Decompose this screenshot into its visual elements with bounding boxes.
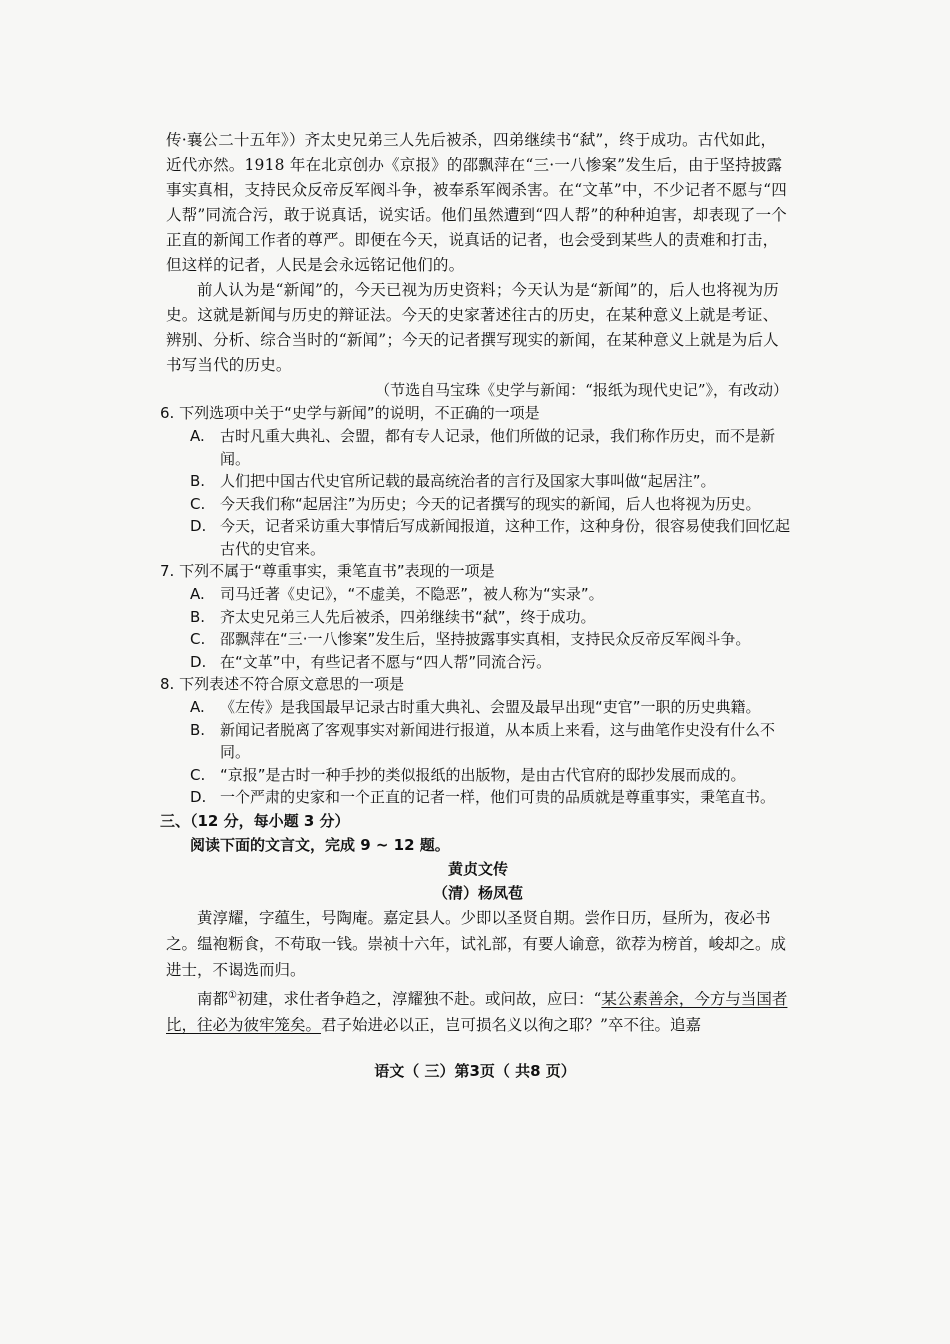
passage-source: （节选自马宝珠《史学与新闻：“报纸为现代史记”》，有改动） [375, 381, 788, 399]
option-letter: C. [190, 765, 206, 784]
page-footer: 语文（ 三）第3页（ 共8 页） [374, 1062, 576, 1080]
option-a [166, 696, 790, 719]
option-d [166, 515, 790, 560]
classical-paragraph-1: 黄淳耀，字蕴生，号陶庵。嘉定县人。少即以圣贤自期。尝作日历，昼所为，夜必书之。缊袍粝食，不苟取一钱。崇祯十六年，试礼部，有要人谕意，欲荐为榜首，峻却之。成进士，不谒选而归。 [166, 908, 787, 979]
option-b [166, 719, 790, 764]
option-c [166, 764, 790, 787]
option-b [166, 606, 790, 629]
option-letter: A. [190, 585, 205, 603]
option-letter: D. [190, 517, 207, 535]
option-text: 今天我们称“起居注”为历史；今天的记者撰写的现实的新闻，后人也将视为历史。 [220, 494, 761, 513]
question-stem: 7. 下列不属于“尊重事实，秉笔直书”表现的一项是 [160, 562, 495, 580]
text-run: 南都 [197, 989, 229, 1008]
option-letter: C. [190, 494, 206, 513]
question-7 [160, 560, 790, 673]
option-d [166, 786, 790, 809]
option-letter: B. [190, 720, 206, 739]
classical-text-title: 黄贞文传 [447, 859, 508, 878]
option-a [166, 583, 790, 606]
classical-paragraph-2 [166, 983, 790, 1038]
page-content [160, 128, 791, 1038]
option-letter: D. [190, 788, 207, 806]
option-text: 古时凡重大典礼、会盟，都有专人记录，他们所做的记录，我们称作历史，而不是新闻。 [220, 427, 776, 468]
classical-text-author: （清）杨凤苞 [432, 883, 523, 902]
option-letter: A. [190, 698, 205, 716]
option-c [166, 628, 790, 651]
option-a [166, 425, 790, 470]
option-text: 一个严肃的史家和一个正直的记者一样，他们可贵的品质就是尊重事实，秉笔直书。 [220, 788, 776, 806]
option-d [166, 651, 790, 674]
underlined-sentence: 某公素善余，今方与当国者比，往必为彼牢笼矣。 [166, 989, 788, 1034]
option-c [166, 493, 790, 516]
option-letter: C. [190, 630, 206, 648]
option-text: 今天，记者采访重大事情后写成新闻报道，这种工作，这种身份，很容易使我们回忆起古代的史官来。 [220, 517, 791, 558]
question-8 [160, 673, 790, 809]
option-letter: A. [190, 427, 205, 445]
option-b [166, 470, 790, 493]
option-text: 人们把中国古代史官所记载的最高统治者的言行及国家大事叫做“起居注”。 [220, 472, 716, 490]
option-text: 邵飘萍在“三·一八惨案”发生后，坚持披露事实真相，支持民众反帝反军阀斗争。 [220, 630, 751, 648]
option-text: 新闻记者脱离了客观事实对新闻进行报道，从本质上来看，这与曲笔作史没有什么不同。 [220, 720, 776, 761]
passage-paragraph-2: 前人认为是“新闻”的，今天已视为历史资料；今天认为是“新闻”的，后人也将视为历史。这就是新闻与历史的辩证法。今天的史家著述往古的历史，在某种意义上就是考证、辨别、分析、综合当时的“新闻”；今天的记者撰写现实的新闻，在某种意义上就是为后人书写当代的历史。 [166, 281, 779, 374]
option-text: “京报”是古时一种手抄的类似报纸的出版物，是由古代官府的邸抄发展而成的。 [220, 765, 746, 784]
section-instruction: 阅读下面的文言文，完成 9 ~ 12 题。 [190, 835, 450, 854]
option-text: 《左传》是我国最早记录古时重大典礼、会盟及最早出现“吏官”一职的历史典籍。 [220, 698, 761, 716]
section-heading: 三、（12 分，每小题 3 分） [160, 811, 350, 830]
option-letter: D. [190, 652, 207, 671]
passage-paragraph-1: 传·襄公二十五年》）齐太史兄弟三人先后被杀，四弟继续书“弑”，终于成功。古代如此，近代亦然。1918 年在北京创办《京报》的邵飘萍在“三·一八惨案”发生后，由于坚持披露事实真相，支持民众反帝反军阀斗争，被奉系军阀杀害。在“文革”中，不少记者不愿与“四人帮”同流合污，敢于说真话，说实话。他们虽然遭到“四人帮”的种种迫害，却表现了一个正直的新闻工作者的尊严。即便在今天，说真话的记者，也会受到某些人的责难和打击，但这样的记者，人民是会永远铭记他们的。 [166, 131, 787, 274]
footnote-marker: ① [228, 989, 237, 1001]
option-text: 司马迁著《史记》，“不虚美，不隐恶”，被人称为“实录”。 [220, 585, 604, 603]
question-stem: 8. 下列表述不符合原文意思的一项是 [160, 675, 405, 693]
question-6 [160, 402, 791, 560]
option-letter: B. [190, 607, 206, 626]
text-run: 初建，求仕者争趋之，淳耀独不赴。或问故，应曰：“ [236, 989, 602, 1008]
question-stem: 6. 下列选项中关于“史学与新闻”的说明，不正确的一项是 [160, 404, 540, 422]
option-letter: B. [190, 472, 206, 490]
option-text: 在“文革”中，有些记者不愿与“四人帮”同流合污。 [220, 652, 552, 671]
option-text: 齐太史兄弟三人先后被杀，四弟继续书“弑”，终于成功。 [220, 607, 596, 626]
text-run: 君子始进必以正，岂可损名义以徇之耶？”卒不往。追嘉 [321, 1015, 701, 1034]
